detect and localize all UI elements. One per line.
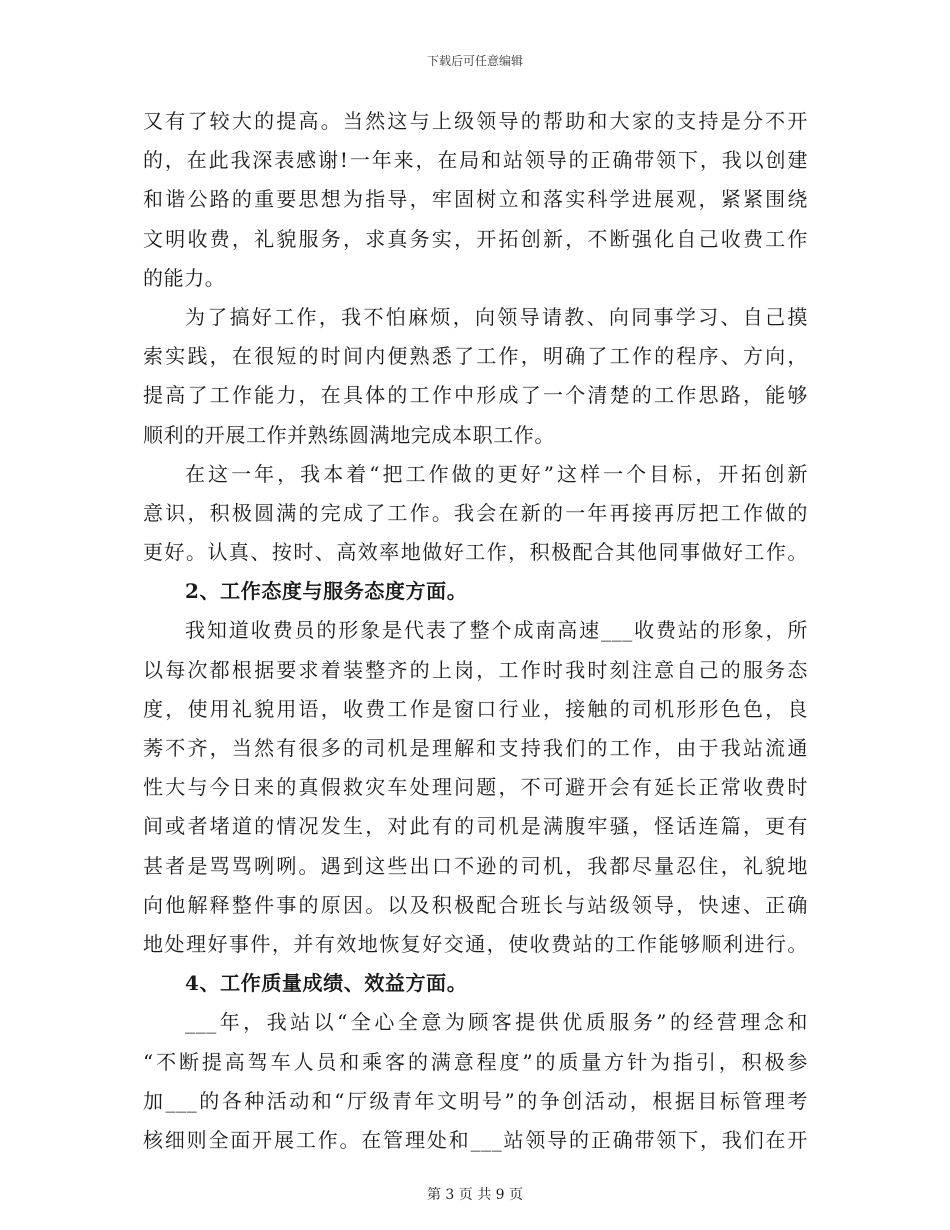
text-line: 莠不齐，当然有很多的司机是理解和支持我们的工作，由于我站流通 (143, 736, 808, 760)
text-line: 核细则全面开展工作。在管理处和___站领导的正确带领下，我们在开 (143, 1127, 808, 1152)
text-line: 性大与今日来的真假救灾车处理问题，不可避开会有延长正常收费时 (143, 775, 808, 800)
text-line: 索实践，在很短的时间内便熟悉了工作，明确了工作的程序、方向， (143, 344, 808, 369)
text-line: 提高了工作能力，在具体的工作中形成了一个清楚的工作思路，能够 (143, 383, 808, 408)
text-line: 意识，积极圆满的完成了工作。我会在新的一年再接再厉把工作做的 (143, 500, 808, 525)
text-line: 顺利的开展工作并熟练圆满地完成本职工作。 (143, 422, 555, 447)
page-number: 第 3 页 共 9 页 (426, 1187, 524, 1203)
text-line: 我知道收费员的形象是代表了整个成南高速___收费站的形象，所 (185, 618, 808, 643)
text-line: “不断提高驾车人员和乘客的满意程度”的质量方针为指引，积极参 (143, 1049, 808, 1074)
document-body (143, 102, 808, 1160)
text-line: 度，使用礼貌用语，收费工作是窗口行业，接触的司机形形色色，良 (143, 696, 808, 721)
text-line: 的，在此我深表感谢!一年来，在局和站领导的正确带领下，我以创建 (143, 148, 808, 173)
text-line: 和谐公路的重要思想为指导，牢固树立和落实科学进展观，紧紧围绕 (143, 187, 808, 212)
text-line: 甚者是骂骂咧咧。遇到这些出口不逊的司机，我都尽量忍住，礼貌地 (143, 853, 808, 878)
section-heading: 4、工作质量成绩、效益方面。 (185, 971, 468, 996)
text-line: 加___的各种活动和“厅级青年文明号”的争创活动，根据目标管理考 (143, 1088, 808, 1113)
text-line: 间或者堵道的情况发生，对此有的司机是满腹牢骚，怪话连篇，更有 (143, 814, 808, 839)
text-line: ___年，我站以“全心全意为顾客提供优质服务”的经营理念和 (185, 1010, 808, 1035)
text-line: 又有了较大的提高。当然这与上级领导的帮助和大家的支持是分不开 (143, 109, 808, 133)
text-line: 为了搞好工作，我不怕麻烦，向领导请教、向同事学习、自己摸 (185, 304, 808, 329)
text-line: 更好。认真、按时、高效率地做好工作，积极配合其他同事做好工作。 (143, 540, 808, 565)
section-heading: 2、工作态度与服务态度方面。 (185, 579, 468, 604)
text-line: 在这一年，我本着“把工作做的更好”这样一个目标，开拓创新 (185, 461, 808, 486)
text-line: 文明收费，礼貌服务，求真务实，开拓创新，不断强化自己收费工作 (143, 226, 808, 251)
text-line: 的能力。 (143, 265, 226, 290)
text-line: 向他解释整件事的原因。以及积极配合班长与站级领导，快速、正确 (143, 892, 808, 917)
text-line: 以每次都根据要求着装整齐的上岗，工作时我时刻注意自己的服务态 (143, 657, 808, 682)
page-header: 下载后可任意编辑 (426, 54, 523, 68)
text-line: 地处理好事件，并有效地恢复好交通，使收费站的工作能够顺利进行。 (143, 931, 808, 956)
